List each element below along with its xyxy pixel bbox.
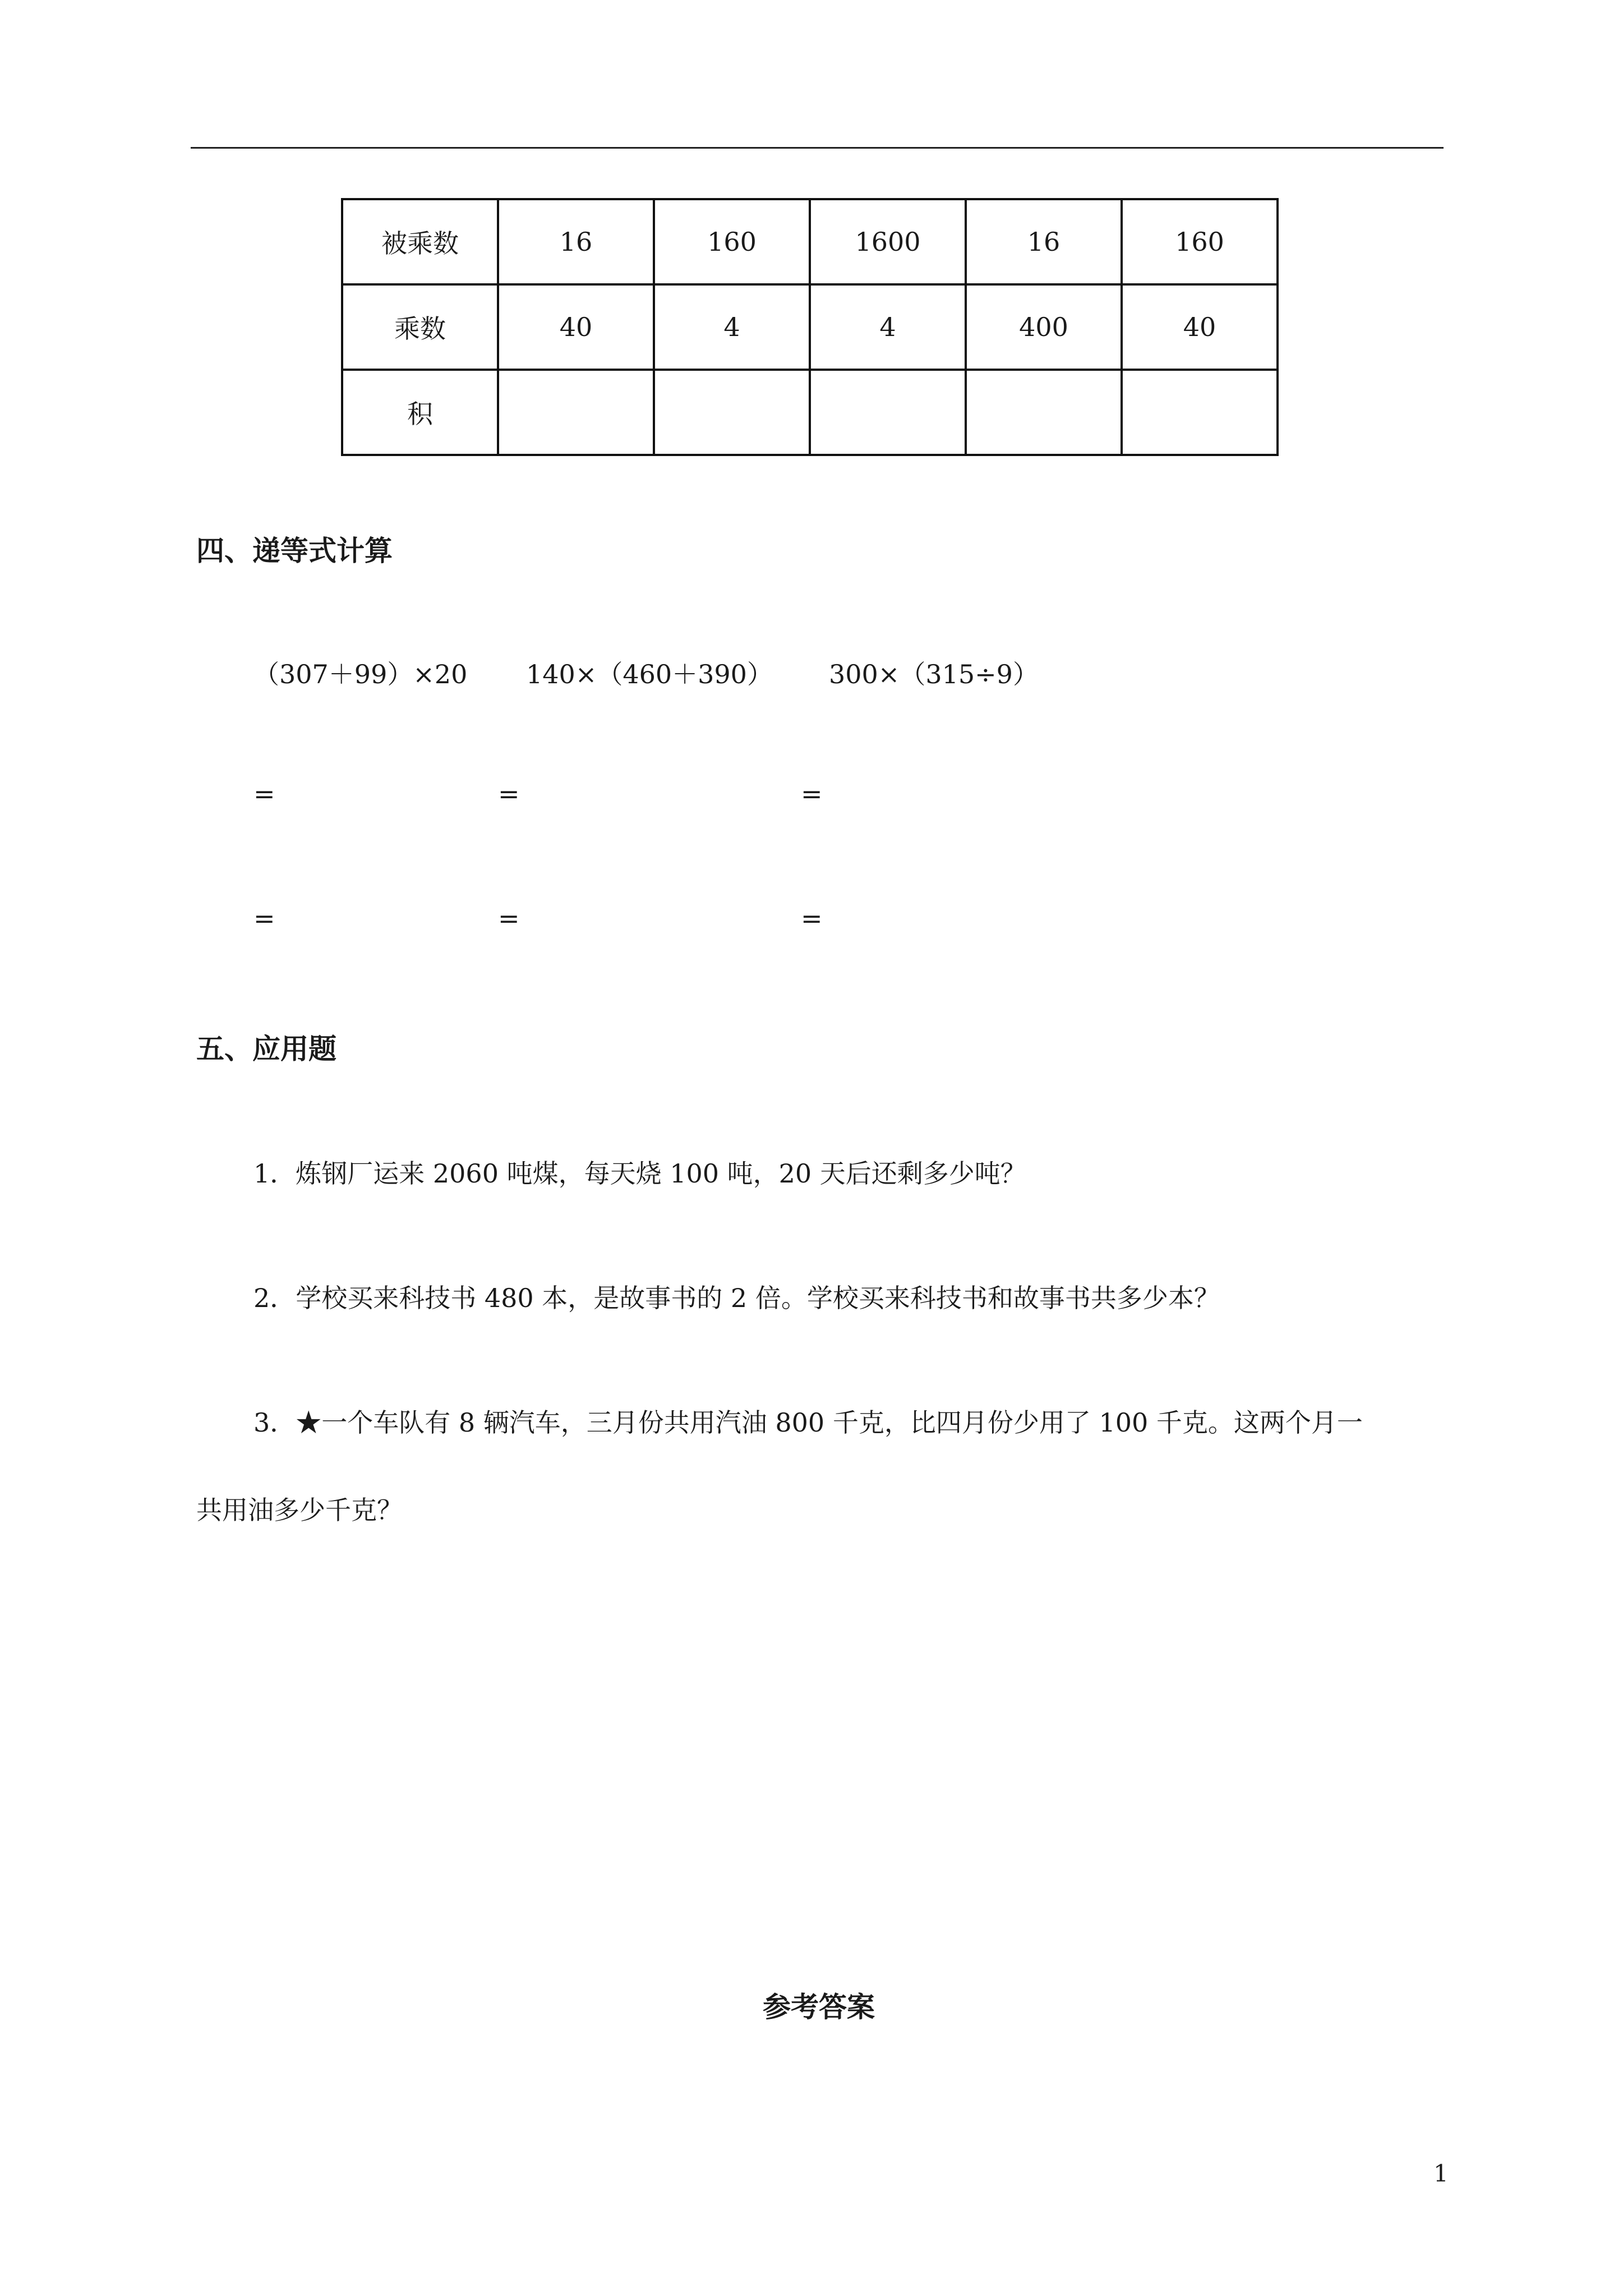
- problem-3-continued: 共用油多少千克？: [196, 1495, 403, 1525]
- equals-sign: =: [498, 903, 520, 933]
- problem-1: 1．炼钢厂运来 2060 吨煤，每天烧 100 吨，20 天后还剩多少吨？: [253, 1158, 1026, 1189]
- answer-cell[interactable]: [654, 370, 810, 455]
- row-label: 积: [342, 370, 498, 455]
- header-rule: [191, 147, 1444, 149]
- table-row: [342, 199, 1278, 284]
- answer-cell[interactable]: [1122, 370, 1278, 455]
- table-cell: 400: [966, 284, 1122, 370]
- expression-3: 300×（315÷9）: [829, 659, 1039, 689]
- problem-2: 2．学校买来科技书 480 本，是故事书的 2 倍。学校买来科技书和故事书共多少本？: [253, 1283, 1220, 1313]
- expression-1: （307＋99）×20: [253, 659, 468, 689]
- equals-sign: =: [801, 903, 823, 933]
- row-label: 乘数: [342, 284, 498, 370]
- equals-sign: =: [253, 779, 275, 809]
- table-cell: 16: [966, 199, 1122, 284]
- multiplication-table: [341, 198, 1279, 456]
- table-cell: 1600: [810, 199, 966, 284]
- equals-sign: =: [253, 903, 275, 933]
- table-cell: 4: [654, 284, 810, 370]
- table-row: [342, 370, 1278, 455]
- table-row: [342, 284, 1278, 370]
- table-cell: 160: [654, 199, 810, 284]
- answer-cell[interactable]: [498, 370, 654, 455]
- answer-cell[interactable]: [810, 370, 966, 455]
- page-number: 1: [1433, 2160, 1449, 2187]
- equals-sign: =: [498, 779, 520, 809]
- table-cell: 160: [1122, 199, 1278, 284]
- section-4-title: 四、递等式计算: [196, 534, 393, 567]
- section-5-title: 五、应用题: [196, 1032, 336, 1065]
- table-cell: 40: [498, 284, 654, 370]
- answer-cell[interactable]: [966, 370, 1122, 455]
- row-label: 被乘数: [342, 199, 498, 284]
- table-cell: 16: [498, 199, 654, 284]
- answers-title: 参考答案: [763, 1990, 875, 2023]
- problem-3: 3．★一个车队有 8 辆汽车，三月份共用汽油 800 千克，比四月份少用了 100 千克。这两个月一: [253, 1407, 1363, 1438]
- table-cell: 40: [1122, 284, 1278, 370]
- expression-2: 140×（460＋390）: [526, 659, 773, 689]
- equals-sign: =: [801, 779, 823, 809]
- table-cell: 4: [810, 284, 966, 370]
